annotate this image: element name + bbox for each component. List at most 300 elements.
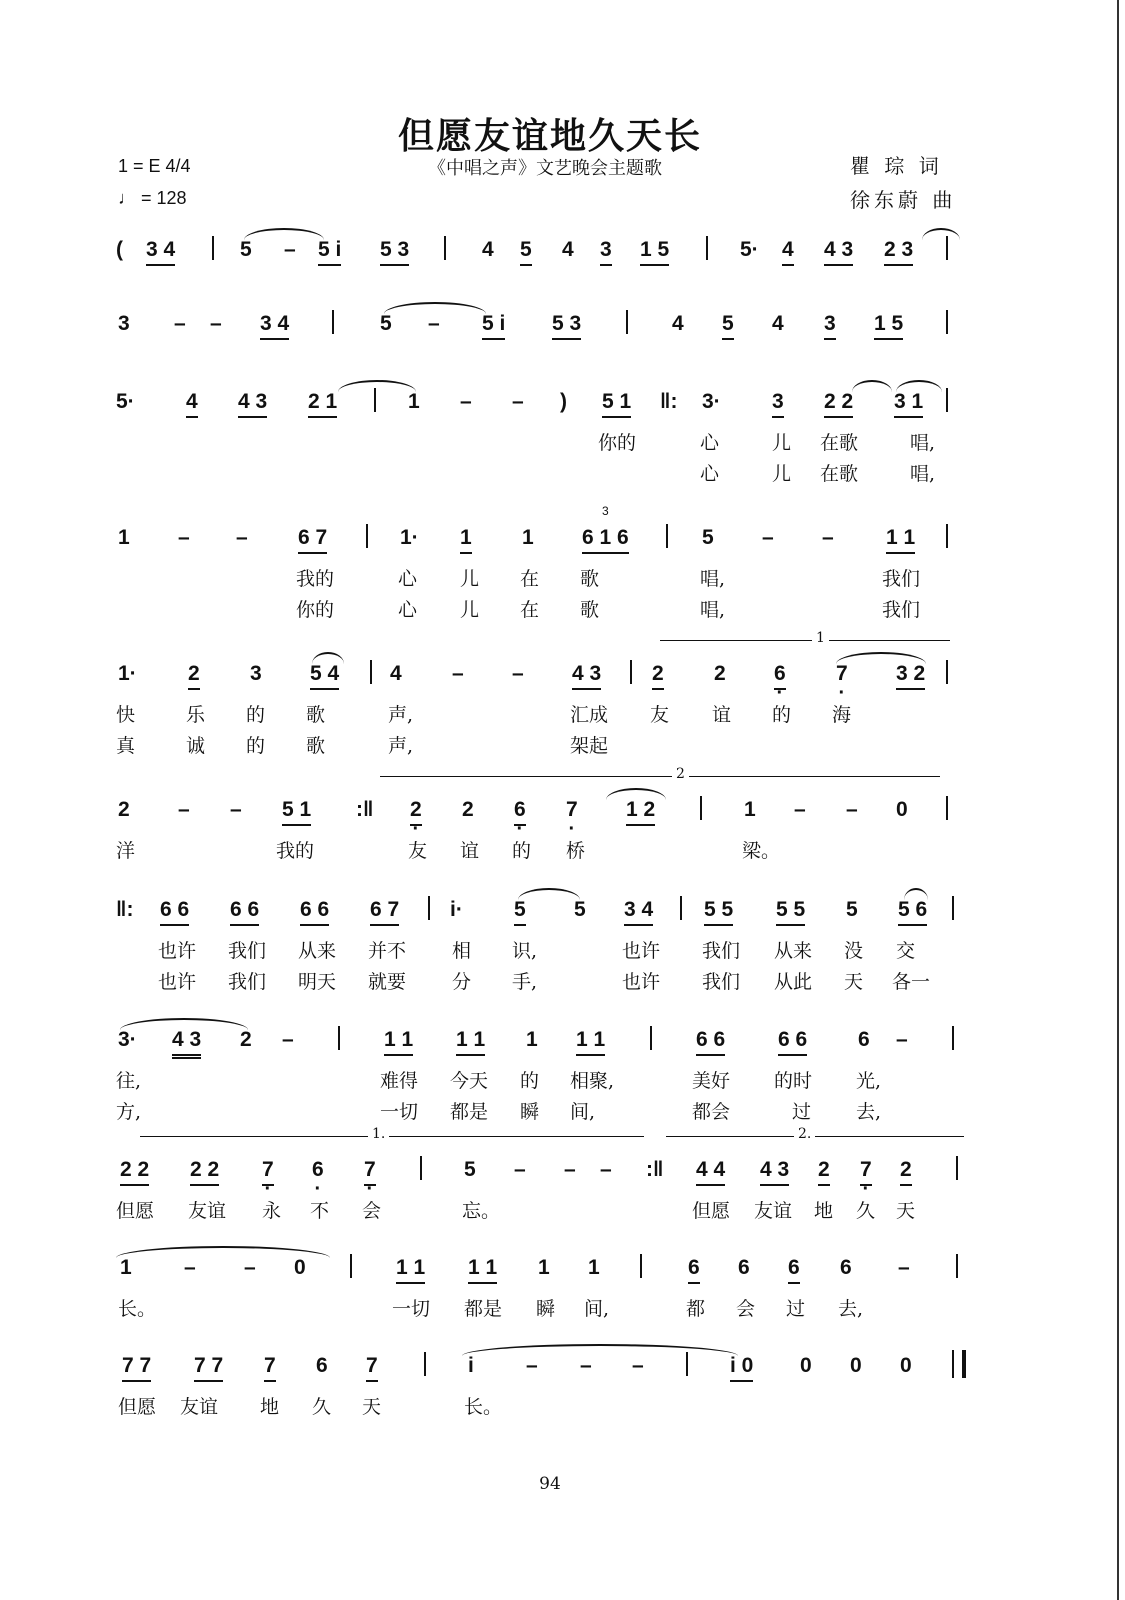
note: 1 1 — [468, 1256, 497, 1284]
note: i 0 — [730, 1354, 753, 1382]
note: 2 2 — [190, 1158, 219, 1186]
note: – — [898, 1256, 910, 1279]
lyric: 交 — [896, 940, 916, 962]
repeat-end: :‖ — [356, 798, 374, 821]
note: 6 — [738, 1256, 750, 1279]
note: – — [526, 1354, 538, 1377]
bar-line — [630, 660, 632, 684]
note: 1 — [118, 526, 130, 549]
lyric: 天 — [896, 1200, 916, 1222]
score-system-6 — [0, 766, 1125, 863]
note: ( — [116, 238, 123, 261]
lyric: 我的 — [276, 840, 315, 862]
lyric: 长。 — [464, 1396, 503, 1418]
note: 5 i — [482, 312, 505, 340]
lyric-line-2 — [0, 727, 1125, 758]
lyric: 也许 — [158, 940, 197, 962]
note: 3 — [600, 238, 612, 266]
volta-bracket-2 — [380, 776, 940, 777]
lyric: 的 — [246, 735, 266, 757]
note: 2 — [188, 662, 200, 690]
lyric: 的时 — [774, 1070, 813, 1092]
note: – — [184, 1256, 196, 1279]
tempo-marking: ♩ = 128 — [118, 188, 187, 208]
slur — [518, 888, 580, 900]
note: 6 6 — [300, 898, 329, 926]
note: 2 — [714, 662, 726, 685]
lyric: 在歌 — [820, 463, 859, 485]
lyric: 没 — [844, 940, 864, 962]
lyric: 唱, — [700, 599, 726, 621]
lyric: 心 — [700, 432, 720, 454]
lyric: 一切 — [392, 1298, 431, 1320]
note: 6 6 — [696, 1028, 725, 1056]
lyric: 你的 — [296, 599, 335, 621]
note: 1 — [538, 1256, 550, 1279]
note: 7 7 — [122, 1354, 151, 1382]
lyric: 但愿 — [116, 1200, 155, 1222]
note: 6 6 — [160, 898, 189, 926]
lyric: 心 — [700, 463, 720, 485]
bar-line — [946, 236, 948, 260]
lyric: 间, — [584, 1298, 610, 1320]
note: – — [210, 312, 222, 335]
bar-line — [700, 796, 702, 820]
score-system-4 — [0, 504, 1125, 622]
lyric: 声, — [388, 704, 414, 726]
lyric: 桥 — [566, 840, 586, 862]
lyric: 手, — [512, 971, 538, 993]
note: 7 — [264, 1354, 276, 1382]
note: 5 1 — [282, 798, 311, 826]
note: 4 — [482, 238, 494, 261]
note: – — [174, 312, 186, 335]
note: i — [468, 1354, 474, 1377]
lyric: 儿 — [772, 432, 792, 454]
lyric: 梁。 — [742, 840, 781, 862]
score-system-5 — [0, 630, 1125, 758]
bar-line — [946, 796, 948, 820]
note: – — [178, 526, 190, 549]
lyric: 诚 — [186, 735, 206, 757]
score-system-7 — [0, 888, 1125, 994]
note: – — [580, 1354, 592, 1377]
volta-label: 1. — [368, 1126, 389, 1142]
lyric: 儿 — [772, 463, 792, 485]
lyric: 瞬 — [536, 1298, 556, 1320]
note: 2 — [240, 1028, 252, 1051]
note: 5 i — [318, 238, 341, 266]
note: 5 — [722, 312, 734, 340]
lyric: 我的 — [296, 568, 335, 590]
note: 1 1 — [384, 1028, 413, 1056]
note: 2 — [900, 1158, 912, 1186]
note: 4 3 — [572, 662, 601, 690]
note: 6 · — [312, 1158, 324, 1182]
lyric-line-1 — [0, 1062, 1125, 1093]
note: – — [282, 1028, 294, 1051]
note: 4 — [782, 238, 794, 266]
lyric: 明天 — [298, 971, 337, 993]
lyric: 从此 — [774, 971, 813, 993]
note: 4 3 — [172, 1028, 201, 1059]
lyric-line-1 — [0, 1290, 1125, 1321]
lyric-line-1 — [0, 1388, 1125, 1419]
lyric: 友 — [408, 840, 428, 862]
lyric: 的 — [520, 1070, 540, 1092]
lyric: 歌 — [580, 599, 600, 621]
lyric: 快 — [116, 704, 136, 726]
note: 3 4 — [260, 312, 289, 340]
bar-line — [952, 1026, 954, 1050]
lyric: 一切 — [380, 1101, 419, 1123]
lyric: 心 — [398, 599, 418, 621]
lyric: 就要 — [368, 971, 407, 993]
note: 1 1 — [576, 1028, 605, 1056]
note: 5 — [240, 238, 252, 261]
note: ) — [560, 390, 567, 413]
note: i· — [450, 898, 463, 921]
composer-credit: 徐东蔚 曲 — [850, 188, 957, 212]
note: 4 3 — [760, 1158, 789, 1186]
lyric: 我们 — [882, 599, 921, 621]
lyric: 相 — [452, 940, 472, 962]
lyric: 的 — [772, 704, 792, 726]
bar-line — [946, 524, 948, 548]
note: – — [632, 1354, 644, 1377]
volta-label: 2 — [672, 766, 689, 782]
lyric: 地 — [260, 1396, 280, 1418]
lyric-line-2 — [0, 591, 1125, 622]
lyric: 儿 — [460, 568, 480, 590]
lyric: 从来 — [774, 940, 813, 962]
note: 3 4 — [146, 238, 175, 266]
repeat-end: :‖ — [646, 1158, 664, 1181]
note: 5· — [740, 238, 759, 261]
lyric: 分 — [452, 971, 472, 993]
lyric-line-2 — [0, 963, 1125, 994]
note: 5 3 — [552, 312, 581, 340]
bar-line — [686, 1352, 688, 1376]
lyric: 往, — [116, 1070, 142, 1092]
note: 2 — [118, 798, 130, 821]
lyric: 海 — [832, 704, 852, 726]
lyric: 唱, — [910, 463, 936, 485]
bar-line — [706, 236, 708, 260]
lyric: 地 — [814, 1200, 834, 1222]
bar-line — [666, 524, 668, 548]
note: 2 — [652, 662, 664, 690]
note: 1· — [400, 526, 419, 549]
volta-bracket-1 — [660, 640, 950, 641]
score-system-3 — [0, 380, 1125, 486]
lyric: 谊 — [460, 840, 480, 862]
note: 1 — [408, 390, 420, 413]
note: 3· — [118, 1028, 137, 1051]
lyric: 都是 — [450, 1101, 489, 1123]
lyric: 歌 — [306, 735, 326, 757]
note: 4 3 — [238, 390, 267, 418]
lyric: 真 — [116, 735, 136, 757]
bar-line — [420, 1156, 422, 1180]
note: 5 6 — [898, 898, 927, 926]
note: 0 — [294, 1256, 306, 1279]
lyric: 歌 — [306, 704, 326, 726]
bar-line — [444, 236, 446, 260]
note: 1 — [522, 526, 534, 549]
note: 6 — [788, 1256, 800, 1284]
lyric: 在 — [520, 568, 540, 590]
bar-line — [370, 660, 372, 684]
lyric: 我们 — [228, 971, 267, 993]
note: 5 1 — [602, 390, 631, 418]
note: 1 — [744, 798, 756, 821]
lyric: 唱, — [700, 568, 726, 590]
song-title: 但愿友谊地久天长 — [397, 115, 702, 157]
bar-line — [626, 310, 628, 334]
lyric: 相聚, — [570, 1070, 615, 1092]
lyric-line-1 — [0, 832, 1125, 863]
lyric: 天 — [844, 971, 864, 993]
final-bar-line — [952, 1350, 966, 1378]
lyric: 也许 — [622, 940, 661, 962]
bar-line — [350, 1254, 352, 1278]
lyric: 的 — [246, 704, 266, 726]
lyric-line-1 — [0, 424, 1125, 455]
lyric: 天 — [362, 1396, 382, 1418]
bar-line — [946, 310, 948, 334]
lyric: 在 — [520, 599, 540, 621]
lyric: 不 — [310, 1200, 330, 1222]
note: – — [178, 798, 190, 821]
note: 1 — [120, 1256, 132, 1279]
note: – — [428, 312, 440, 335]
bar-line — [956, 1254, 958, 1278]
score-system-1 — [0, 228, 1125, 272]
note: 0 — [896, 798, 908, 821]
lyric: 光, — [856, 1070, 882, 1092]
note: 4 3 — [824, 238, 853, 266]
lyric: 你的 — [598, 432, 637, 454]
note: 5 — [380, 312, 392, 335]
bar-line — [952, 896, 954, 920]
lyricist-credit: 瞿 琮 词 — [850, 154, 943, 178]
note: 7 7 — [194, 1354, 223, 1382]
note: 5 — [464, 1158, 476, 1181]
note: – — [236, 526, 248, 549]
note: – — [846, 798, 858, 821]
page-number: 94 — [539, 1474, 561, 1494]
note: 3 — [824, 312, 836, 340]
note: – — [452, 662, 464, 685]
bar-line — [946, 660, 948, 684]
lyric: 友谊 — [180, 1396, 219, 1418]
note: 5 — [574, 898, 586, 921]
note: 3 — [772, 390, 784, 418]
lyric-line-1 — [0, 560, 1125, 591]
lyric: 并不 — [368, 940, 407, 962]
note: – — [822, 526, 834, 549]
lyric: 儿 — [460, 599, 480, 621]
note: – — [230, 798, 242, 821]
note: 4 4 — [696, 1158, 725, 1186]
lyric: 去, — [838, 1298, 864, 1320]
lyric: 也许 — [158, 971, 197, 993]
note: – — [244, 1256, 256, 1279]
note: – — [512, 390, 524, 413]
bar-line — [366, 524, 368, 548]
note: 3· — [702, 390, 721, 413]
bar-line — [424, 1352, 426, 1376]
key-signature: 1 = E 4/4 — [118, 156, 191, 176]
volta-label: 1 — [812, 630, 829, 646]
bar-line — [956, 1156, 958, 1180]
note: – — [460, 390, 472, 413]
score-system-9 — [0, 1126, 1125, 1223]
note: 5 3 — [380, 238, 409, 266]
lyric: 声, — [388, 735, 414, 757]
lyric: 歌 — [580, 568, 600, 590]
note: 2 2 — [824, 390, 853, 418]
note: 1 1 — [886, 526, 915, 554]
lyric: 唱, — [910, 432, 936, 454]
note: – — [564, 1158, 576, 1181]
slur — [462, 1344, 738, 1356]
bar-line — [374, 388, 376, 412]
lyric: 今天 — [450, 1070, 489, 1092]
note: 1 1 — [456, 1028, 485, 1056]
note: 6 · — [514, 798, 526, 826]
song-subtitle: 《中唱之声》文艺晚会主题歌 — [428, 158, 662, 179]
bar-line — [338, 1026, 340, 1050]
note: 6 · — [774, 662, 786, 690]
lyric: 难得 — [380, 1070, 419, 1092]
lyric: 瞬 — [520, 1101, 540, 1123]
lyric: 都会 — [692, 1101, 731, 1123]
note: 2 2 — [120, 1158, 149, 1186]
slur — [852, 380, 892, 392]
note: 4 — [390, 662, 402, 685]
note: 3 — [250, 662, 262, 685]
lyric: 去, — [856, 1101, 882, 1123]
note: 4 — [772, 312, 784, 335]
note: – — [896, 1028, 908, 1051]
note: 7 · — [836, 662, 848, 686]
lyric: 洋 — [116, 840, 136, 862]
note: 5 4 — [310, 662, 339, 690]
note: 3 1 — [894, 390, 923, 418]
note: – — [762, 526, 774, 549]
note: 7 · — [566, 798, 578, 822]
note: 5 5 — [704, 898, 733, 926]
lyric-line-2 — [0, 455, 1125, 486]
lyric: 忘。 — [462, 1200, 501, 1222]
score-system-10 — [0, 1246, 1125, 1321]
note: 1 2 — [626, 798, 655, 826]
lyric: 我们 — [882, 568, 921, 590]
lyric: 架起 — [570, 735, 609, 757]
note: 4 — [186, 390, 198, 418]
lyric: 久 — [312, 1396, 332, 1418]
lyric: 心 — [398, 568, 418, 590]
note: 6 7 — [370, 898, 399, 926]
note: 1 5 — [874, 312, 903, 340]
note: 2 — [462, 798, 474, 821]
lyric: 会 — [362, 1200, 382, 1222]
note: 2 — [818, 1158, 830, 1186]
lyric: 久 — [856, 1200, 876, 1222]
bar-line — [680, 896, 682, 920]
note: 5 5 — [776, 898, 805, 926]
score-system-2 — [0, 302, 1125, 346]
note: 5· — [116, 390, 135, 413]
lyric: 的 — [512, 840, 532, 862]
note: 5 — [514, 898, 526, 926]
lyric: 永 — [262, 1200, 282, 1222]
bar-line — [332, 310, 334, 334]
lyric: 友谊 — [754, 1200, 793, 1222]
lyric: 谊 — [712, 704, 732, 726]
lyric: 我们 — [228, 940, 267, 962]
lyric: 我们 — [702, 940, 741, 962]
lyric: 方, — [116, 1101, 142, 1123]
note: – — [600, 1158, 612, 1181]
lyric: 长。 — [118, 1298, 157, 1320]
note: 3 4 — [624, 898, 653, 926]
note: 1 5 — [640, 238, 669, 266]
note: – — [514, 1158, 526, 1181]
slur — [338, 380, 416, 392]
note: 0 — [850, 1354, 862, 1377]
repeat-start: ‖: — [660, 390, 678, 413]
note: – — [794, 798, 806, 821]
lyric-line-1 — [0, 1192, 1125, 1223]
lyric: 乐 — [186, 704, 206, 726]
note: 0 — [900, 1354, 912, 1377]
note: 4 — [562, 238, 574, 261]
note: 7 — [366, 1354, 378, 1382]
note: 6 6 — [230, 898, 259, 926]
lyric: 识, — [512, 940, 538, 962]
note: 6 — [840, 1256, 852, 1279]
volta-bracket-1 — [140, 1136, 644, 1137]
note: 5 — [702, 526, 714, 549]
bar-line — [428, 896, 430, 920]
lyric: 从来 — [298, 940, 337, 962]
note: 2 · — [410, 798, 422, 826]
note: 1 — [460, 526, 472, 554]
lyric: 我们 — [702, 971, 741, 993]
bar-line — [640, 1254, 642, 1278]
lyric: 美好 — [692, 1070, 731, 1092]
lyric: 汇成 — [570, 704, 609, 726]
lyric: 但愿 — [118, 1396, 157, 1418]
note: 7 · — [262, 1158, 274, 1186]
triplet-mark: 3 — [602, 504, 609, 518]
repeat-start: ‖: — [116, 898, 134, 921]
note: 1 1 — [396, 1256, 425, 1284]
lyric: 也许 — [622, 971, 661, 993]
note: 6 — [316, 1354, 328, 1377]
lyric-line-1 — [0, 696, 1125, 727]
lyric: 在歌 — [820, 432, 859, 454]
score-system-8 — [0, 1018, 1125, 1124]
slur — [922, 228, 960, 240]
note: 2 1 — [308, 390, 337, 418]
bar-line — [212, 236, 214, 260]
lyric: 友 — [650, 704, 670, 726]
note: 7 · — [364, 1158, 376, 1186]
